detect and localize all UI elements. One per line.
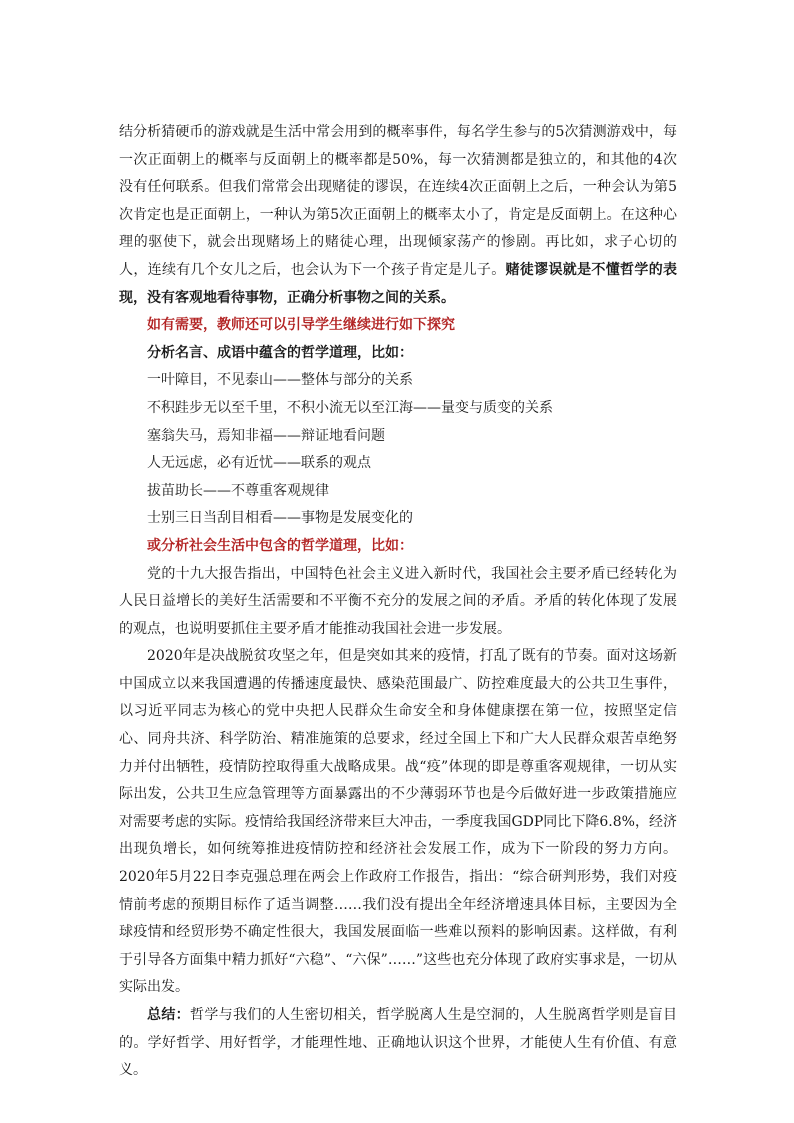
summary-paragraph xyxy=(119,1002,677,1085)
idiom-item: 士别三日当刮目相看——事物是发展变化的 xyxy=(147,510,413,527)
summary-text: 哲学与我们的人生密切相关，哲学脱离人生是空洞的，人生脱离哲学则是盲目的。学好哲学、用好哲学，才能理性地、正确地认识这个世界，才能使人生有价值、有意义。 xyxy=(119,1007,677,1079)
gambler-fallacy-text: 结分析猜硬币的游戏就是生活中常会用到的概率事件，每名学生参与的5次猜测游戏中，每一次正面朝上的概率与反面朝上的概率都是50%，每一次猜测都是独立的，和其他的4次没有任何联系。但我们常常会出现赌徒的谬误，在连续4次正面朝上之后，一种会认为第5次肯定也是正面朝上，一种认为第5次正面朝上的概率太小了，肯定是反面朝上。在这种心理的驱使下，就会出现赌场上的赌徒心理，出现倾家荡产的惨剧。再比如，求子心切的人，连续有几个女儿之后，也会认为下一个孩子肯定是儿子。 xyxy=(119,124,677,278)
summary-label: 总结： xyxy=(147,1007,190,1023)
idioms-list xyxy=(119,367,677,533)
idiom-item: 人无远虑，必有近忧——联系的观点 xyxy=(147,455,371,472)
guide-heading: 如有需要，教师还可以引导学生继续进行如下探究 xyxy=(147,317,455,334)
idiom-item: 拔苗助长——不尊重客观规律 xyxy=(147,482,329,499)
society-heading: 或分析社会生活中包含的哲学道理，比如： xyxy=(147,537,413,554)
idiom-item: 一叶障目，不见泰山——整体与部分的关系 xyxy=(147,372,413,389)
nineteenth-congress-paragraph: 党的十九大报告指出，中国特色社会主义进入新时代，我国社会主要矛盾已经转化为人民日益增长的美好生活需要和不平衡不充分的发展之间的矛盾。矛盾的转化体现了发展的观点，也说明要抓住主要矛盾才能推动我国社会进一步发展。 xyxy=(119,565,677,637)
document-page xyxy=(119,119,677,1085)
idiom-item: 塞翁失马，焉知非福——辩证地看问题 xyxy=(147,427,385,444)
pandemic-paragraph: 2020年是决战脱贫攻坚之年，但是突如其来的疫情，打乱了既有的节奏。面对这场新中国成立以来我国遭遇的传播速度最快、感染范围最广、防控难度最大的公共卫生事件，以习近平同志为核心的党中央把人民群众生命安全和身体健康摆在第一位，按照坚定信心、同舟共济、科学防治、精准施策的总要求，经过全国上下和广大人民群众艰苦卓绝努力并付出牺牲，疫情防控取得重大战略成果。战“疫”体现的即是尊重客观规律，一切从实际出发，公共卫生应急管理等方面暴露出的不少薄弱环节也是今后做好进一步政策措施应对需要考虑的实际。疫情给我国经济带来巨大冲击，一季度我国GDP同比下降6.8%，经济出现负增长，如何统筹推进疫情防控和经济社会发展工作，成为下一阶段的努力方向。2020年5月22日李克强总理在两会上作政府工作报告，指出：“综合研判形势，我们对疫情前考虑的预期目标作了适当调整……我们没有提出全年经济增速具体目标，主要因为全球疫情和经贸形势不确定性很大，我国发展面临一些难以预料的影响因素。这样做，有利于引导各方面集中精力抓好“六稳”、“六保”……”这些也充分体现了政府实事求是，一切从实际出发。 xyxy=(119,648,677,996)
idiom-item: 不积跬步无以至千里，不积小流无以至江海——量变与质变的关系 xyxy=(147,399,553,416)
idioms-heading: 分析名言、成语中蕴含的哲学道理，比如： xyxy=(147,344,413,361)
gambler-fallacy-conclusion: 赌徒谬误就是不懂哲学的表现，没有客观地看待事物，正确分析事物之间的关系。 xyxy=(119,261,678,306)
gambler-fallacy-paragraph xyxy=(119,119,677,312)
